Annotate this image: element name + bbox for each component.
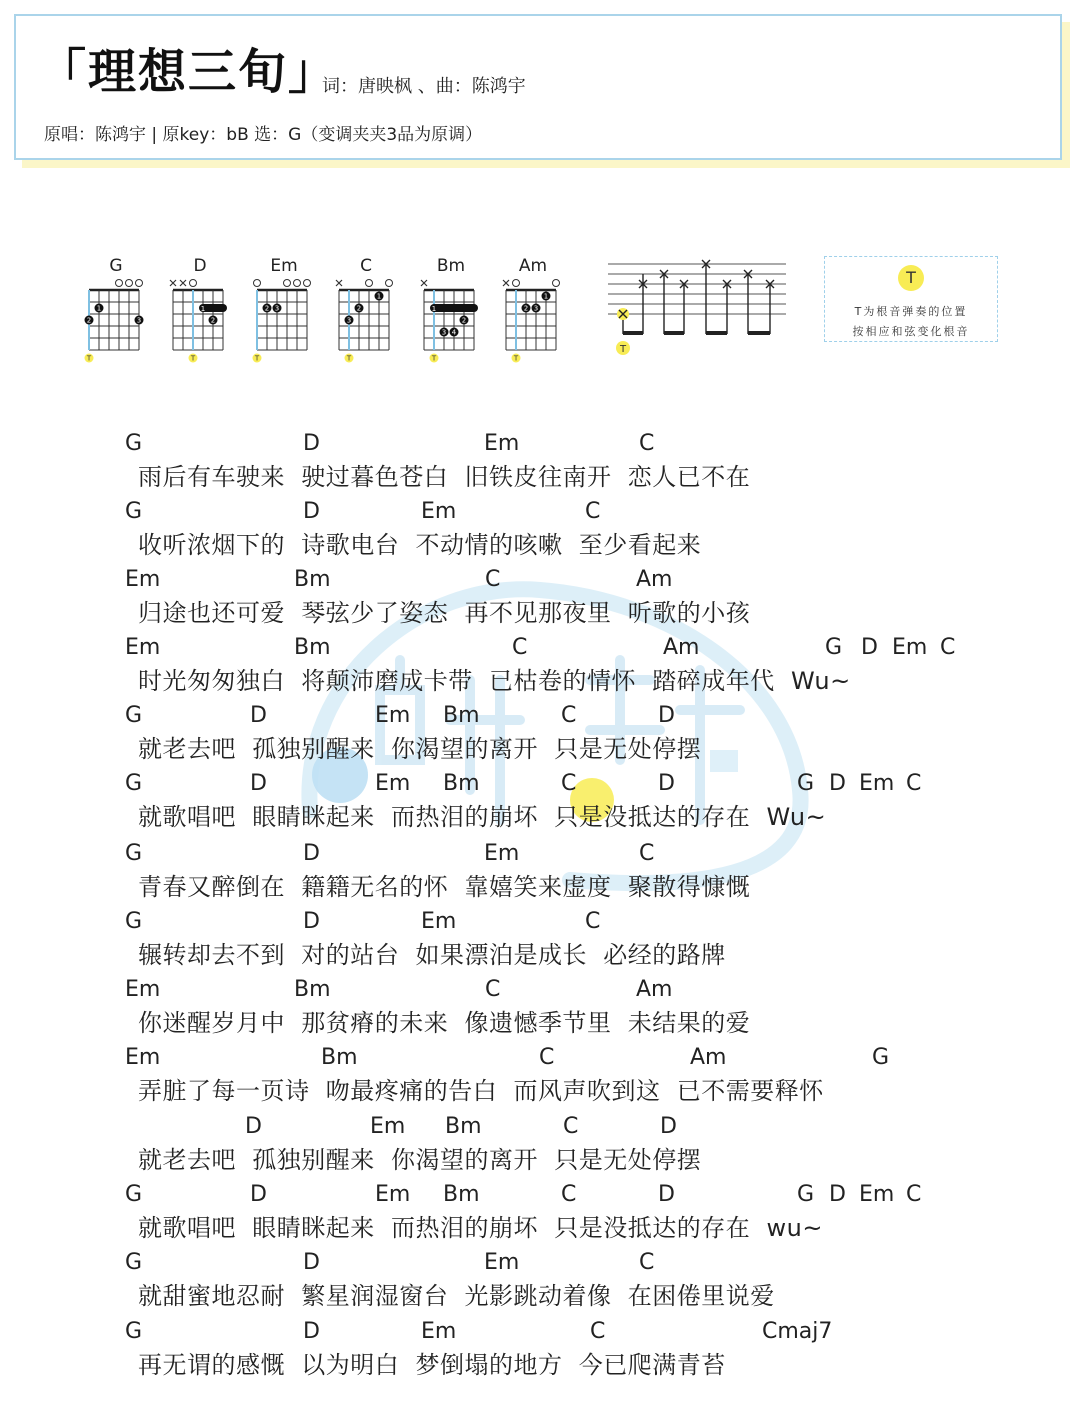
finger-number: 2: [264, 304, 270, 313]
lyric-text: 归途也还可爱 琴弦少了姿态 再不见那夜里 听歌的小孩: [138, 599, 751, 627]
chord-label: C: [590, 1319, 606, 1344]
chord-grid: [416, 276, 486, 363]
chord-name: Am: [518, 256, 548, 276]
chord-label: C: [639, 841, 655, 866]
chord-label: Bm: [443, 1182, 480, 1207]
chord-label: Em: [375, 703, 411, 728]
chord-label: C: [940, 635, 956, 660]
chord-label: Bm: [443, 703, 480, 728]
finger-number: 4: [451, 328, 457, 337]
chord-grid: [249, 276, 319, 363]
open-string-mark: [116, 280, 123, 287]
chord-label: D: [250, 703, 267, 728]
chord-label: C: [539, 1045, 555, 1070]
chord-label: Em: [125, 635, 161, 660]
finger-number: 3: [136, 316, 142, 325]
chord-label: G: [125, 1250, 143, 1275]
chord-label: D: [829, 771, 846, 796]
chord-label: G: [125, 431, 143, 456]
sheet-line: [0, 908, 1080, 976]
strum-strings: [608, 264, 786, 314]
chord-label: G: [125, 499, 143, 524]
root-marker-label: T: [346, 354, 352, 363]
chord-label: G: [125, 1319, 143, 1344]
finger-number: 1: [96, 304, 102, 313]
sheet-line: [0, 840, 1080, 908]
legend-line-1: T为根音弹奏的位置: [854, 305, 968, 318]
chord-name: G: [109, 256, 123, 276]
lyric-text: 就老去吧 孤独别醒来 你渴望的离开 只是无处停摆: [138, 1146, 702, 1174]
chord-label: G: [825, 635, 843, 660]
strum-pattern: [600, 256, 800, 356]
chord-label: Am: [636, 977, 673, 1002]
sheet-line: [0, 770, 1080, 838]
open-string-mark: [190, 280, 197, 287]
chord-label: C: [485, 977, 501, 1002]
chord-diagram-am: [498, 256, 568, 363]
chord-label: D: [303, 499, 320, 524]
lyric-text: 雨后有车驶来 驶过暮色苍白 旧铁皮往南开 恋人已不在: [138, 463, 751, 491]
chord-row: [0, 908, 1080, 938]
lyric-text: 辗转却去不到 对的站台 如果漂泊是成长 必经的路牌: [138, 941, 726, 969]
chord-label: Em: [375, 1182, 411, 1207]
chord-label: Bm: [443, 771, 480, 796]
chord-name: Bm: [436, 256, 466, 276]
chord-row: [0, 1318, 1080, 1348]
finger-number: 1: [431, 305, 437, 313]
chord-grid: [165, 276, 235, 363]
chord-diagram-em: [249, 256, 319, 363]
sheet-line: [0, 1181, 1080, 1249]
open-string-mark: [386, 280, 393, 287]
chord-name: Em: [270, 256, 298, 276]
chord-label: Em: [892, 635, 928, 660]
finger-number: 2: [356, 304, 362, 313]
finger-number: 2: [461, 316, 467, 325]
chord-label: C: [485, 567, 501, 592]
chord-label: Bm: [294, 567, 331, 592]
open-string-mark: [254, 280, 261, 287]
open-string-mark: [366, 280, 373, 287]
open-string-mark: [294, 280, 301, 287]
sheet-line: [0, 976, 1080, 1044]
chord-label: C: [561, 703, 577, 728]
open-string-mark: [136, 280, 143, 287]
chord-label: C: [585, 499, 601, 524]
lyric-text: 弄脏了每一页诗 吻最疼痛的告白 而风声吹到这 已不需要释怀: [138, 1077, 824, 1105]
chord-label: C: [561, 771, 577, 796]
chord-label: Em: [484, 431, 520, 456]
chord-label: D: [303, 1319, 320, 1344]
sheet-line: [0, 566, 1080, 634]
chord-diagram-bm: [416, 256, 486, 363]
muted-string-mark: [180, 280, 186, 286]
finger-number: 2: [210, 316, 216, 325]
song-meta: 原唱：陈鸿宇 | 原key：bB 选：G（变调夹夹3品为原调）: [44, 125, 483, 145]
chord-label: C: [639, 1250, 655, 1275]
finger-number: 3: [346, 316, 352, 325]
finger-number: 1: [200, 305, 206, 313]
chord-label: Em: [125, 1045, 161, 1070]
chord-label: C: [512, 635, 528, 660]
finger-number: 1: [543, 292, 549, 301]
legend-line-2: 按相应和弦变化根音: [852, 325, 970, 338]
chord-label: G: [125, 1182, 143, 1207]
chord-row: [0, 770, 1080, 800]
chord-name: D: [193, 256, 207, 276]
chord-label: G: [125, 703, 143, 728]
open-string-mark: [284, 280, 291, 287]
chord-label: C: [563, 1114, 579, 1139]
chord-label: D: [250, 771, 267, 796]
finger-number: 3: [441, 328, 447, 337]
sheet-line: [0, 430, 1080, 498]
chord-label: D: [660, 1114, 677, 1139]
lyric-text: 就老去吧 孤独别醒来 你渴望的离开 只是无处停摆: [138, 735, 702, 763]
sheet-line: [0, 702, 1080, 770]
chord-grid: [331, 276, 401, 363]
lyric-text: 就甜蜜地忍耐 繁星润湿窗台 光影跳动着像 在困倦里说爱: [138, 1282, 775, 1310]
chord-label: C: [585, 909, 601, 934]
lyric-text: 收听浓烟下的 诗歌电台 不动情的咳嗽 至少看起来: [138, 531, 702, 559]
song-credits: 词：唐映枫 、曲：陈鸿宇: [322, 76, 526, 97]
chord-row: [0, 1249, 1080, 1279]
open-string-mark: [126, 280, 133, 287]
chord-label: Bm: [294, 635, 331, 660]
open-string-mark: [553, 280, 560, 287]
chord-diagram-c: [331, 256, 401, 363]
chord-label: Em: [421, 909, 457, 934]
chord-label: Em: [375, 771, 411, 796]
chord-label: Em: [421, 1319, 457, 1344]
chord-label: D: [658, 1182, 675, 1207]
chord-label: C: [639, 431, 655, 456]
lyric-text: 再无谓的感慨 以为明白 梦倒塌的地方 今已爬满青苔: [138, 1351, 726, 1379]
lyric-text: 就歌唱吧 眼睛眯起来 而热泪的崩坏 只是没抵达的存在 wu~: [138, 1214, 823, 1242]
chord-label: D: [658, 771, 675, 796]
sheet-line: [0, 634, 1080, 702]
chord-grid: [81, 276, 151, 363]
chord-label: Em: [125, 567, 161, 592]
chord-label: Bm: [445, 1114, 482, 1139]
finger-number: 3: [533, 304, 539, 313]
sheet-line: [0, 1044, 1080, 1112]
chord-label: G: [125, 771, 143, 796]
muted-string-mark: [503, 280, 509, 286]
chord-label: G: [872, 1045, 890, 1070]
chord-label: G: [125, 841, 143, 866]
finger-number: 2: [86, 316, 92, 325]
finger-number: 1: [376, 292, 382, 301]
chord-label: C: [561, 1182, 577, 1207]
lyric-text: 时光匆匆独白 将颠沛磨成卡带 已枯卷的情怀 踏碎成年代 Wu~: [138, 667, 851, 695]
sheet-line: [0, 1318, 1080, 1386]
chord-label: C: [906, 1182, 922, 1207]
chord-label: D: [861, 635, 878, 660]
chord-row: [0, 1181, 1080, 1211]
chord-label: Am: [663, 635, 700, 660]
open-string-mark: [304, 280, 311, 287]
finger-number: 3: [274, 304, 280, 313]
chord-diagram-g: [81, 256, 151, 363]
muted-string-mark: [421, 280, 427, 286]
sheet-line: [0, 498, 1080, 566]
chord-label: Em: [859, 771, 895, 796]
chord-label: Bm: [321, 1045, 358, 1070]
muted-string-mark: [170, 280, 176, 286]
chord-row: [0, 566, 1080, 596]
chord-row: [0, 840, 1080, 870]
chord-label: Cmaj7: [762, 1319, 833, 1344]
chord-row: [0, 1113, 1080, 1143]
chord-label: G: [125, 909, 143, 934]
chord-grid: [498, 276, 568, 363]
chord-label: D: [303, 1250, 320, 1275]
song-title: 「理想三旬」: [38, 44, 339, 100]
chord-label: Em: [421, 499, 457, 524]
chord-label: D: [303, 841, 320, 866]
chord-label: D: [658, 703, 675, 728]
chord-row: [0, 634, 1080, 664]
chord-label: Em: [370, 1114, 406, 1139]
chord-label: Bm: [294, 977, 331, 1002]
lyric-text: 青春又醉倒在 籍籍无名的怀 靠嬉笑来虚度 聚散得慷慨: [138, 873, 751, 901]
chord-label: D: [245, 1114, 262, 1139]
chord-row: [0, 430, 1080, 460]
lyric-text: 你迷醒岁月中 那贫瘠的未来 像遗憾季节里 未结果的爱: [138, 1009, 751, 1037]
chord-label: G: [797, 771, 815, 796]
chord-diagram-d: [165, 256, 235, 363]
chord-label: Em: [125, 977, 161, 1002]
chord-name: C: [360, 256, 372, 276]
chord-label: G: [797, 1182, 815, 1207]
root-legend: [824, 256, 998, 342]
root-symbol: T: [898, 265, 924, 291]
finger-number: 2: [523, 304, 529, 313]
chord-label: C: [906, 771, 922, 796]
chord-label: Em: [859, 1182, 895, 1207]
muted-string-mark: [336, 280, 342, 286]
chord-row: [0, 976, 1080, 1006]
strum-root-label: T: [619, 344, 627, 355]
root-marker-label: T: [431, 354, 437, 363]
chord-row: [0, 1044, 1080, 1074]
chord-row: [0, 498, 1080, 528]
sheet-line: [0, 1249, 1080, 1317]
root-marker-label: T: [513, 354, 519, 363]
chord-label: D: [250, 1182, 267, 1207]
header-card: [14, 14, 1062, 160]
chord-label: Em: [484, 1250, 520, 1275]
barre-mark: [430, 304, 478, 312]
chord-row: [0, 702, 1080, 732]
chord-label: D: [303, 431, 320, 456]
root-marker-label: T: [254, 354, 260, 363]
lyric-text: 就歌唱吧 眼睛眯起来 而热泪的崩坏 只是没抵达的存在 Wu~: [138, 803, 827, 831]
root-marker-label: T: [86, 354, 92, 363]
chord-label: D: [303, 909, 320, 934]
chord-label: Am: [690, 1045, 727, 1070]
chord-label: Am: [636, 567, 673, 592]
open-string-mark: [513, 280, 520, 287]
sheet-line: [0, 1113, 1080, 1181]
chord-label: D: [829, 1182, 846, 1207]
chord-label: Em: [484, 841, 520, 866]
root-marker-label: T: [190, 354, 196, 363]
